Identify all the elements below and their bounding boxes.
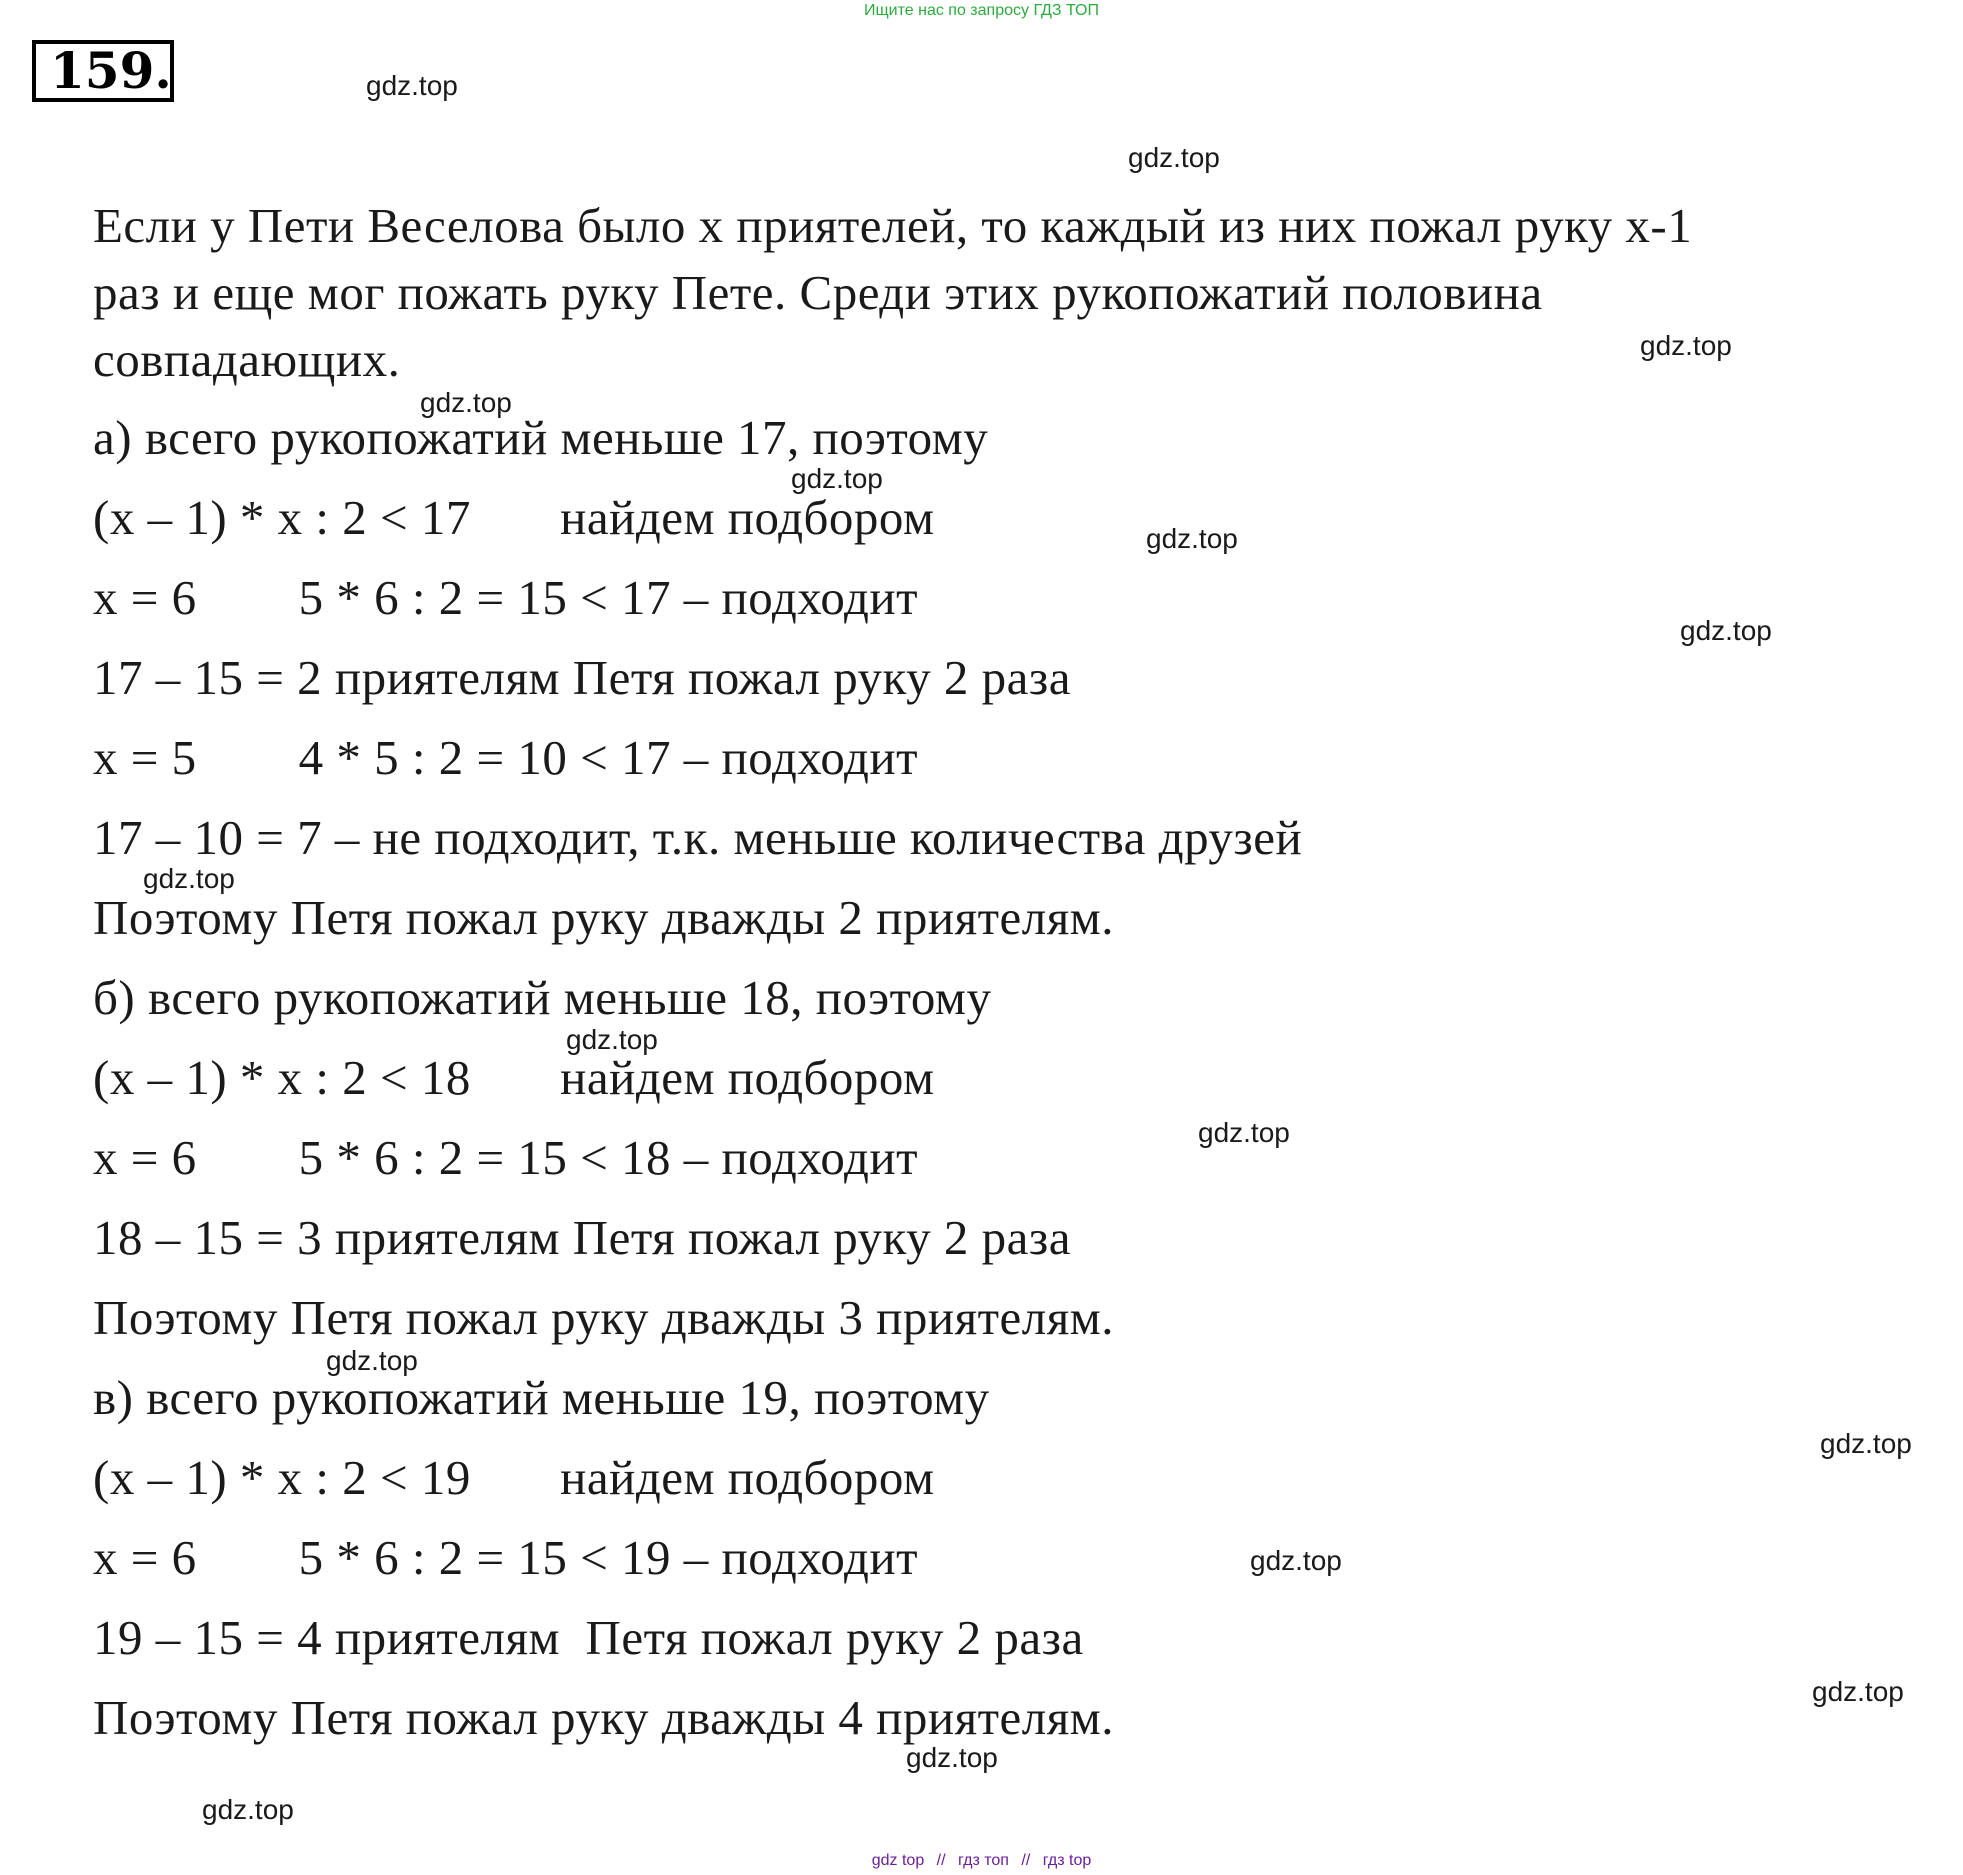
text-line: в) всего рукопожатий меньше 19, поэтому — [93, 1370, 990, 1425]
text-line: x = 6 5 * 6 : 2 = 15 < 17 – подходит — [93, 570, 919, 625]
text-line: Поэтому Петя пожал руку дважды 4 приятелям. — [93, 1690, 1115, 1745]
watermark: gdz.top — [326, 1345, 418, 1376]
watermark: gdz.top — [1680, 615, 1772, 646]
top-banner: Ищите нас по запросу ГДЗ ТОП — [864, 2, 1099, 19]
text-line: Поэтому Петя пожал руку дважды 2 приятелям. — [93, 890, 1115, 945]
watermark: gdz.top — [1640, 330, 1732, 361]
watermark: gdz.top — [1198, 1117, 1290, 1148]
watermark: gdz.top — [1128, 142, 1220, 173]
watermark: gdz.top — [906, 1742, 998, 1773]
watermark: gdz.top — [1820, 1428, 1912, 1459]
footer-link-gdz-top[interactable]: gdz top — [871, 1852, 925, 1869]
watermark: gdz.top — [1146, 523, 1238, 554]
text-line: 19 – 15 = 4 приятелям Петя пожал руку 2 раза — [93, 1610, 1084, 1665]
footer-links — [0, 1852, 1963, 1870]
footer-link-gdz-top-mixed[interactable]: гдз top — [1042, 1852, 1092, 1869]
text-line: а) всего рукопожатий меньше 17, поэтому — [93, 410, 989, 465]
text-line: (x – 1) * x : 2 < 17 найдем подбором — [93, 490, 935, 545]
text-line: (x – 1) * x : 2 < 19 найдем подбором — [93, 1450, 935, 1505]
text-line: 18 – 15 = 3 приятелям Петя пожал руку 2 раза — [93, 1210, 1072, 1265]
text-line: Если у Пети Веселова было x приятелей, то каждый из них пожал руку x-1 — [93, 198, 1693, 253]
text-line: 17 – 10 = 7 – не подходит, т.к. меньше количества друзей — [93, 810, 1303, 865]
watermark: gdz.top — [143, 863, 235, 894]
text-line: раз и еще мог пожать руку Пете. Среди этих рукопожатий половина — [93, 265, 1543, 320]
watermark: gdz.top — [566, 1024, 658, 1055]
footer-link-gdz-top-ru[interactable]: гдз топ — [958, 1852, 1009, 1869]
text-line: Поэтому Петя пожал руку дважды 3 приятелям. — [93, 1290, 1115, 1345]
text-line: x = 6 5 * 6 : 2 = 15 < 18 – подходит — [93, 1130, 919, 1185]
watermark: gdz.top — [791, 463, 883, 494]
text-line: x = 5 4 * 5 : 2 = 10 < 17 – подходит — [93, 730, 919, 785]
footer-separator: // — [1021, 1852, 1031, 1869]
text-line: б) всего рукопожатий меньше 18, поэтому — [93, 970, 992, 1025]
footer-separator: // — [936, 1852, 946, 1869]
text-line: (x – 1) * x : 2 < 18 найдем подбором — [93, 1050, 935, 1105]
watermark: gdz.top — [202, 1794, 294, 1825]
text-line: 17 – 15 = 2 приятелям Петя пожал руку 2 раза — [93, 650, 1072, 705]
watermark: gdz.top — [420, 387, 512, 418]
text-line: x = 6 5 * 6 : 2 = 15 < 19 – подходит — [93, 1530, 919, 1585]
watermark: gdz.top — [1250, 1545, 1342, 1576]
watermark: gdz.top — [1812, 1676, 1904, 1707]
watermark: gdz.top — [366, 70, 458, 101]
text-line: совпадающих. — [93, 332, 401, 387]
task-number: 159. — [32, 40, 174, 102]
